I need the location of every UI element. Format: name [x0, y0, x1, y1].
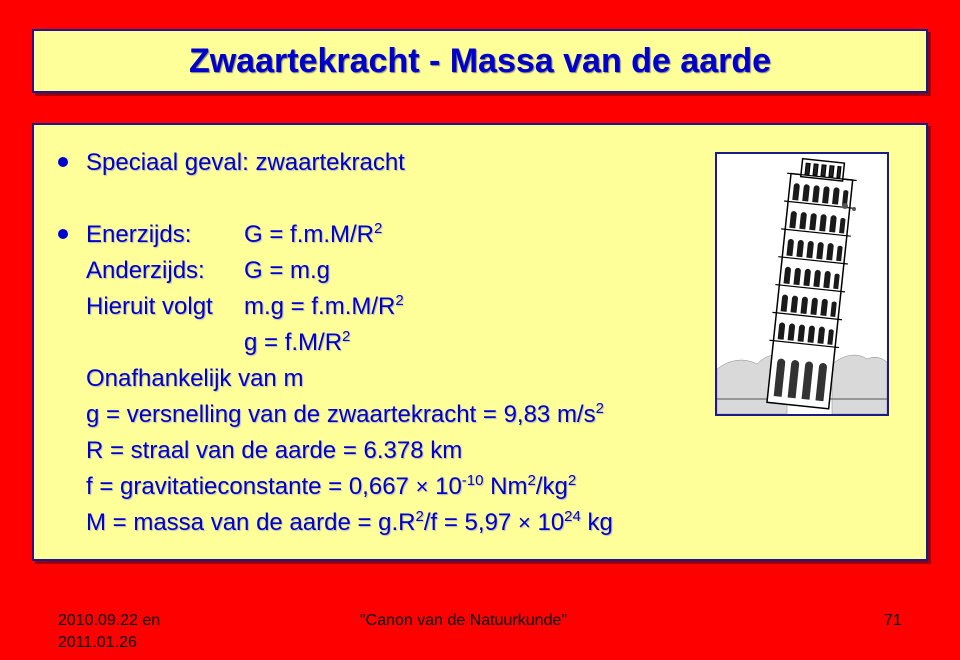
- hieruit-label: Hieruit volgt: [86, 293, 213, 320]
- tower-of-pisa-image: [715, 152, 889, 416]
- content-box: [32, 123, 928, 561]
- slide-title: Zwaartekracht - Massa van de aarde: [188, 41, 772, 80]
- tower-of-pisa-icon: [717, 154, 887, 414]
- footer-date-line2: 2011.01.26: [58, 634, 137, 651]
- bullet-special-case: Speciaal geval: zwaartekracht: [86, 149, 405, 176]
- times-symbol: ×: [517, 510, 531, 535]
- g-definition: g = versnelling van de zwaartekracht = 9,83 $m/s^2$: [86, 400, 604, 428]
- title-box: [32, 29, 928, 93]
- anderzijds-formula: G = m.g: [244, 257, 331, 284]
- hieruit-formula: $m.g = f.m.M/R^2$: [244, 292, 404, 320]
- enerzijds-label: Enerzijds:: [86, 221, 192, 248]
- bullet-dot-2: [58, 229, 68, 239]
- footer-center-title: "Canon van de Natuurkunde": [360, 612, 568, 629]
- r-definition: R = straal van de aarde = 6.378 km: [86, 437, 463, 464]
- enerzijds-formula: $G = f.m.M/R^2$: [244, 220, 383, 248]
- footer-date: [58, 610, 160, 654]
- page-number: 71: [884, 612, 902, 629]
- times-symbol: ×: [415, 474, 429, 499]
- f-definition: f = gravitatieconstante = $0,667 \times 10^{-10}$ $Nm^2/kg^2$: [86, 472, 577, 500]
- m-definition: M = massa van de aarde = $g.R^2/f = 5,97 \times 10^{24}$ kg: [86, 508, 613, 536]
- onafhankelijk-text: Onafhankelijk van m: [86, 365, 304, 392]
- anderzijds-label: Anderzijds:: [86, 257, 205, 284]
- footer-date-line1: 2010.09.22 en: [58, 612, 161, 629]
- bullet-dot-1: [58, 157, 68, 167]
- g-formula: $g = f.M/R^2$: [244, 328, 351, 356]
